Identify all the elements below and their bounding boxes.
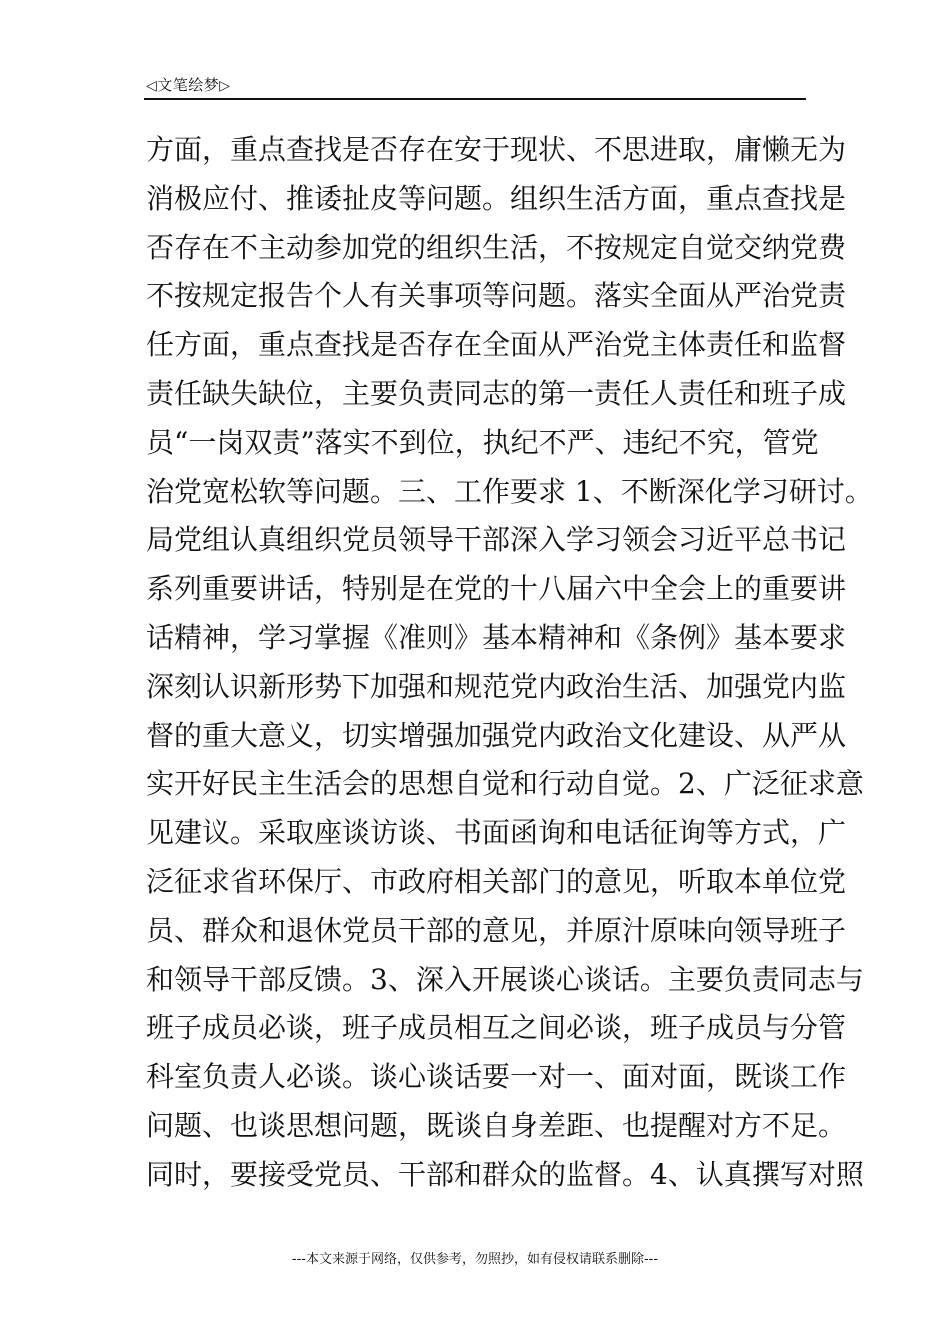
text-line: 问题、也谈思想问题，既谈自身差距、也提醒对方不足。: [146, 1108, 847, 1142]
text-line: 责任缺失缺位，主要负责同志的第一责任人责任和班子成: [146, 376, 847, 410]
text-line: 督的重大意义，切实增强加强党内政治文化建设、从严从: [146, 718, 847, 752]
text-line: 否存在不主动参加党的组织生活，不按规定自觉交纳党费: [146, 230, 847, 264]
text-line: 班子成员必谈，班子成员相互之间必谈，班子成员与分管: [146, 1011, 847, 1045]
text-line: 消极应付、推诿扯皮等问题。组织生活方面，重点查找是: [146, 181, 847, 215]
brand-title: 文笔绘梦: [157, 76, 220, 94]
left-triangle-icon: ◁: [146, 78, 158, 94]
text-line: 泛征求省环保厅、市政府相关部门的意见，听取本单位党: [146, 864, 847, 898]
text-line: 科室负责人必谈。谈心谈话要一对一、面对面，既谈工作: [146, 1060, 847, 1094]
text-line: 深刻认识新形势下加强和规范党内政治生活、加强党内监: [146, 669, 847, 703]
text-line: 员“一岗双责”落实不到位，执纪不严、违纪不究，管党: [146, 425, 819, 459]
text-line: 系列重要讲话，特别是在党的十八届六中全会上的重要讲: [146, 572, 847, 606]
text-line: 同时，要接受党员、干部和群众的监督。4、认真撰写对照: [146, 1157, 864, 1191]
text-line: 和领导干部反馈。3、深入开展谈心谈话。主要负责同志与: [146, 962, 864, 996]
text-line: 话精神，学习掌握《准则》基本精神和《条例》基本要求: [146, 620, 847, 654]
header-brand: [146, 76, 231, 95]
footer-disclaimer: ---本文来源于网络，仅供参考，勿照抄，如有侵权请联系删除---: [291, 1252, 659, 1267]
text-line: 任方面，重点查找是否存在全面从严治党主体责任和监督: [146, 328, 847, 362]
text-line: 局党组认真组织党员领导干部深入学习领会习近平总书记: [146, 523, 847, 557]
text-line: 员、群众和退休党员干部的意见，并原汁原味向领导班子: [146, 913, 847, 947]
text-line: 见建议。采取座谈访谈、书面函询和电话征询等方式，广: [146, 816, 847, 850]
text-line: 治党宽松软等问题。三、工作要求 1、不断深化学习研讨。: [146, 474, 873, 508]
text-line: 不按规定报告个人有关事项等问题。落实全面从严治党责: [146, 279, 847, 313]
text-line: 方面，重点查找是否存在安于现状、不思进取，庸懒无为: [146, 133, 847, 166]
text-line: 实开好民主生活会的思想自觉和行动自觉。2、广泛征求意: [146, 767, 864, 801]
document-body: [146, 126, 873, 1200]
right-triangle-icon: ▷: [219, 78, 231, 94]
page-header: [144, 72, 806, 100]
